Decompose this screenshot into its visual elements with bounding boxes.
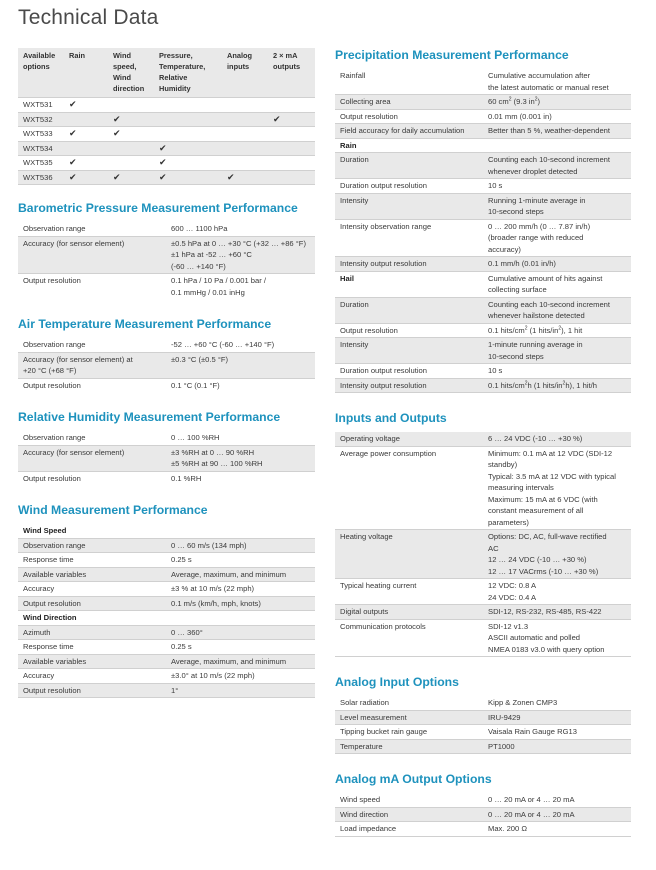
row-label: Response time <box>18 553 166 568</box>
row-value: 0.1 °C (0.1 °F) <box>166 378 315 392</box>
row-label: Observation range <box>23 224 86 233</box>
model-name: WXT536 <box>18 170 64 185</box>
empty-cell <box>108 98 154 113</box>
value-part: 0.1 hits/cm <box>488 380 525 390</box>
value-part: 60 cm <box>488 97 509 106</box>
wind-speed-heading-row <box>18 524 315 538</box>
table-row <box>335 179 631 194</box>
row-value: 0.1 %RH <box>166 471 315 485</box>
model-name: WXT534 <box>18 141 64 156</box>
row-label: Output resolution <box>18 378 166 392</box>
checkmark-icon: ✔ <box>154 170 222 185</box>
left-column <box>18 48 315 698</box>
table-row <box>335 153 631 179</box>
superscript: 2 <box>524 379 528 386</box>
checkmark-icon: ✔ <box>154 141 222 156</box>
value-part: (9.3 in <box>511 97 535 106</box>
row-value: 6 … 24 VDC (-10 … +30 %) <box>483 432 631 446</box>
table-row <box>335 257 631 272</box>
table-row <box>335 710 631 725</box>
row-value: 1-minute running average in 10-second steps <box>483 338 631 364</box>
table-row <box>18 471 315 485</box>
row-value <box>483 378 631 393</box>
row-value: 0.1 mm/h (0.01 in/h) <box>483 257 631 272</box>
table-row <box>18 567 315 582</box>
row-label: Wind speed <box>340 795 381 804</box>
row-value: ±3.0° at 10 m/s (22 mph) <box>166 669 315 684</box>
model-name: WXT533 <box>18 127 64 142</box>
row-value: SDI-12, RS-232, RS-485, RS-422 <box>483 605 631 620</box>
models-header: Rain <box>64 48 108 98</box>
row-value: 1° <box>166 683 315 698</box>
value-part: h (1 hits/in <box>527 380 563 390</box>
row-value: 0 … 360° <box>166 625 315 640</box>
table-row <box>18 338 315 352</box>
model-name: WXT531 <box>18 98 64 113</box>
empty-cell <box>222 156 268 171</box>
model-row <box>18 141 315 156</box>
table-row <box>335 530 631 579</box>
empty-cell <box>222 98 268 113</box>
empty-cell <box>154 98 222 113</box>
analog-ma-title: Analog mA Output Options <box>335 772 492 786</box>
models-table <box>18 48 315 185</box>
air-temp-title: Air Temperature Measurement Performance <box>18 317 272 331</box>
inputs-outputs-title: Inputs and Outputs <box>335 411 447 425</box>
row-value: 0 … 200 mm/h (0 … 7.87 in/h) (broader range with reduced accuracy) <box>483 219 631 257</box>
table-row <box>18 553 315 568</box>
models-header: Pressure, Temperature, Relative Humidity <box>154 48 222 98</box>
empty-cell <box>222 112 268 127</box>
table-row <box>335 793 631 807</box>
superscript: 2 <box>508 96 512 103</box>
wind-table <box>18 524 315 698</box>
table-row <box>335 696 631 710</box>
row-label: Duration output resolution <box>335 179 483 194</box>
checkmark-icon: ✔ <box>64 127 108 142</box>
checkmark-icon: ✔ <box>154 156 222 171</box>
checkmark-icon: ✔ <box>222 170 268 185</box>
value-part: 0.1 hits/cm <box>488 325 525 335</box>
row-value: 0 … 100 %RH <box>171 433 220 442</box>
row-value: Options: DC, AC, full-wave rectified AC 12 … 24 VDC (-10 … +30 %) 12 … 17 VACrms (-10 … +30 %) <box>483 530 631 579</box>
checkmark-icon: ✔ <box>64 170 108 185</box>
checkmark-icon: ✔ <box>108 170 154 185</box>
models-header: 2 × mA outputs <box>268 48 315 98</box>
checkmark-icon: ✔ <box>64 98 108 113</box>
empty-cell <box>154 127 222 142</box>
row-value: 600 … 1100 hPa <box>171 224 228 233</box>
model-name: WXT535 <box>18 156 64 171</box>
table-row <box>335 219 631 257</box>
table-row <box>18 378 315 392</box>
row-value: ±3 %RH at 0 … 90 %RH ±5 %RH at 90 … 100 %RH <box>166 445 315 471</box>
row-label: Intensity <box>335 193 483 219</box>
empty-cell <box>268 170 315 185</box>
row-label: Load impedance <box>335 822 483 837</box>
row-value: PT1000 <box>483 739 631 754</box>
empty-cell <box>268 141 315 156</box>
table-row <box>18 654 315 669</box>
row-value: Counting each 10-second increment whenever hailstone detected <box>483 297 631 323</box>
row-label: Observation range <box>23 433 86 442</box>
table-row <box>335 193 631 219</box>
wind-direction-heading-row <box>18 611 315 626</box>
superscript: 2 <box>534 96 538 103</box>
table-row <box>18 683 315 698</box>
table-row <box>18 596 315 611</box>
row-value: 10 s <box>483 179 631 194</box>
table-row <box>335 822 631 837</box>
empty-cell <box>222 141 268 156</box>
value-part: ), 1 hit <box>561 325 583 335</box>
row-label: Response time <box>18 640 166 655</box>
row-label: Rainfall <box>340 71 366 80</box>
row-value: 0.1 m/s (km/h, mph, knots) <box>166 596 315 611</box>
model-row <box>18 98 315 113</box>
table-row <box>18 236 315 274</box>
row-value: 0.25 s <box>166 640 315 655</box>
table-row <box>335 725 631 740</box>
empty-cell <box>108 141 154 156</box>
empty-cell <box>64 141 108 156</box>
table-row <box>18 582 315 597</box>
empty-cell <box>268 98 315 113</box>
row-value: Minimum: 0.1 mA at 12 VDC (SDI-12 standby) Typical: 3.5 mA at 12 VDC with typical measuring intervals Maximum: 15 mA at 6 VDC (with constant measurement of all parameters) <box>483 446 631 530</box>
row-label: Field accuracy for daily accumulation <box>335 124 483 139</box>
row-label: Digital outputs <box>335 605 483 620</box>
row-label: Duration output resolution <box>335 364 483 379</box>
table-row <box>335 579 631 605</box>
row-value: 10 s <box>483 364 631 379</box>
row-label: Output resolution <box>18 274 166 300</box>
row-value: Average, maximum, and minimum <box>166 567 315 582</box>
row-label: Accuracy <box>18 582 166 597</box>
inputs-outputs-table <box>335 432 631 657</box>
table-row <box>335 739 631 754</box>
table-row <box>18 538 315 553</box>
row-label: Intensity <box>335 338 483 364</box>
table-row <box>18 445 315 471</box>
row-label: Accuracy (for sensor element) at +20 °C (+68 °F) <box>18 352 166 378</box>
value-part: ) <box>537 97 540 106</box>
model-row <box>18 156 315 171</box>
row-value <box>483 95 631 110</box>
empty-cell <box>64 112 108 127</box>
row-label: Available variables <box>18 654 166 669</box>
empty-cell <box>222 127 268 142</box>
humidity-title: Relative Humidity Measurement Performance <box>18 410 281 424</box>
humidity-table <box>18 431 315 485</box>
row-value: Max. 200 Ω <box>483 822 631 837</box>
row-label: Tipping bucket rain gauge <box>335 725 483 740</box>
analog-input-title: Analog Input Options <box>335 675 459 689</box>
row-label: Heating voltage <box>335 530 483 579</box>
row-value: Cumulative amount of hits against collecting surface <box>483 271 631 297</box>
precipitation-title: Precipitation Measurement Performance <box>335 48 569 62</box>
table-row <box>18 352 315 378</box>
barometric-title: Barometric Pressure Measurement Performance <box>18 201 298 215</box>
row-label: Solar radiation <box>340 698 389 707</box>
row-label: Azimuth <box>18 625 166 640</box>
superscript: 2 <box>524 324 528 331</box>
model-row <box>18 112 315 127</box>
model-row <box>18 170 315 185</box>
row-value: -52 … +60 °C (-60 … +140 °F) <box>171 340 275 349</box>
row-label: Duration <box>335 297 483 323</box>
table-row <box>18 669 315 684</box>
table-row <box>18 431 315 445</box>
row-value: Counting each 10-second increment whenever droplet detected <box>483 153 631 179</box>
checkmark-icon: ✔ <box>108 112 154 127</box>
table-row <box>335 338 631 364</box>
table-row <box>335 297 631 323</box>
row-value: SDI-12 v1.3 ASCII automatic and polled NMEA 0183 v3.0 with query option <box>483 619 631 657</box>
empty-cell <box>154 112 222 127</box>
table-row <box>18 640 315 655</box>
row-label: Accuracy (for sensor element) <box>18 236 166 274</box>
row-value: Vaisala Rain Gauge RG13 <box>483 725 631 740</box>
table-row <box>335 432 631 446</box>
checkmark-icon: ✔ <box>108 127 154 142</box>
row-label: Output resolution <box>335 109 483 124</box>
row-value: ±0.5 hPa at 0 … +30 °C (+32 … +86 °F) ±1 hPa at -52 … +60 °C (-60 … +140 °F) <box>166 236 315 274</box>
row-label: Collecting area <box>335 95 483 110</box>
barometric-table <box>18 222 315 299</box>
value-part: h), 1 hit/h <box>565 380 597 390</box>
row-label: Intensity observation range <box>335 219 483 257</box>
row-label: Communication protocols <box>335 619 483 657</box>
row-value: Kipp & Zonen CMP3 <box>488 698 558 707</box>
wind-speed-heading: Wind Speed <box>23 526 67 535</box>
row-label: Level measurement <box>335 710 483 725</box>
row-label: Operating voltage <box>335 432 483 446</box>
row-label: Duration <box>335 153 483 179</box>
analog-ma-table <box>335 793 631 837</box>
table-row <box>335 69 631 95</box>
row-label: Output resolution <box>18 596 166 611</box>
row-label: Available variables <box>18 567 166 582</box>
row-label: Observation range <box>18 538 166 553</box>
row-label: Typical heating current <box>335 579 483 605</box>
row-value: 0.25 s <box>166 553 315 568</box>
row-label: Output resolution <box>18 471 166 485</box>
right-column <box>335 48 631 837</box>
wind-direction-heading: Wind Direction <box>18 611 315 626</box>
row-value: Cumulative accumulation after the latest automatic or manual reset <box>488 71 609 92</box>
table-row <box>335 807 631 822</box>
analog-input-table <box>335 696 631 754</box>
empty-cell <box>108 156 154 171</box>
table-row <box>18 274 315 300</box>
table-row <box>335 124 631 139</box>
row-label: Accuracy <box>18 669 166 684</box>
wind-title: Wind Measurement Performance <box>18 503 208 517</box>
model-name: WXT532 <box>18 112 64 127</box>
page-title: Technical Data <box>18 6 159 29</box>
row-label: Wind direction <box>335 807 483 822</box>
air-temp-table <box>18 338 315 392</box>
row-label: Observation range <box>23 340 86 349</box>
models-header-row <box>18 48 315 98</box>
row-label: Intensity output resolution <box>335 257 483 272</box>
table-row <box>18 625 315 640</box>
hail-heading-row <box>335 271 631 297</box>
row-value: ±3 % at 10 m/s (22 mph) <box>166 582 315 597</box>
rain-heading: Rain <box>335 138 631 153</box>
rain-heading-row <box>335 138 631 153</box>
superscript: 2 <box>562 379 566 386</box>
table-row <box>335 364 631 379</box>
row-value: ±0.3 °C (±0.5 °F) <box>166 352 315 378</box>
row-value: 12 VDC: 0.8 A 24 VDC: 0.4 A <box>483 579 631 605</box>
row-value: 0 … 60 m/s (134 mph) <box>166 538 315 553</box>
value-part: (1 hits/in <box>527 325 559 335</box>
empty-cell <box>268 156 315 171</box>
models-header: Analog inputs <box>222 48 268 98</box>
row-value: Running 1-minute average in 10-second steps <box>483 193 631 219</box>
models-header: Wind speed, Wind direction <box>108 48 154 98</box>
table-row <box>335 619 631 657</box>
row-label: Accuracy (for sensor element) <box>18 445 166 471</box>
table-row <box>335 605 631 620</box>
table-row <box>335 378 631 393</box>
row-value: 0 … 20 mA or 4 … 20 mA <box>483 807 631 822</box>
row-label: Temperature <box>335 739 483 754</box>
checkmark-icon: ✔ <box>268 112 315 127</box>
models-header: Available options <box>18 48 64 98</box>
empty-cell <box>268 127 315 142</box>
row-value: IRU-9429 <box>483 710 631 725</box>
row-value <box>483 323 631 338</box>
row-value: 0 … 20 mA or 4 … 20 mA <box>488 795 575 804</box>
checkmark-icon: ✔ <box>64 156 108 171</box>
table-row <box>335 323 631 338</box>
row-label: Output resolution <box>18 683 166 698</box>
row-value: 0.1 hPa / 10 Pa / 0.001 bar / 0.1 mmHg / 0.01 inHg <box>166 274 315 300</box>
table-row <box>335 446 631 530</box>
row-label: Average power consumption <box>335 446 483 530</box>
table-row <box>335 95 631 110</box>
superscript: 2 <box>558 324 562 331</box>
hail-heading: Hail <box>335 271 483 297</box>
row-value: Better than 5 %, weather-dependent <box>483 124 631 139</box>
row-value: Average, maximum, and minimum <box>166 654 315 669</box>
row-label: Output resolution <box>335 323 483 338</box>
models-body <box>18 98 315 185</box>
table-row <box>335 109 631 124</box>
precipitation-table <box>335 69 631 393</box>
row-value: 0.01 mm (0.001 in) <box>483 109 631 124</box>
row-label: Intensity output resolution <box>335 378 483 393</box>
table-row <box>18 222 315 236</box>
model-row <box>18 127 315 142</box>
